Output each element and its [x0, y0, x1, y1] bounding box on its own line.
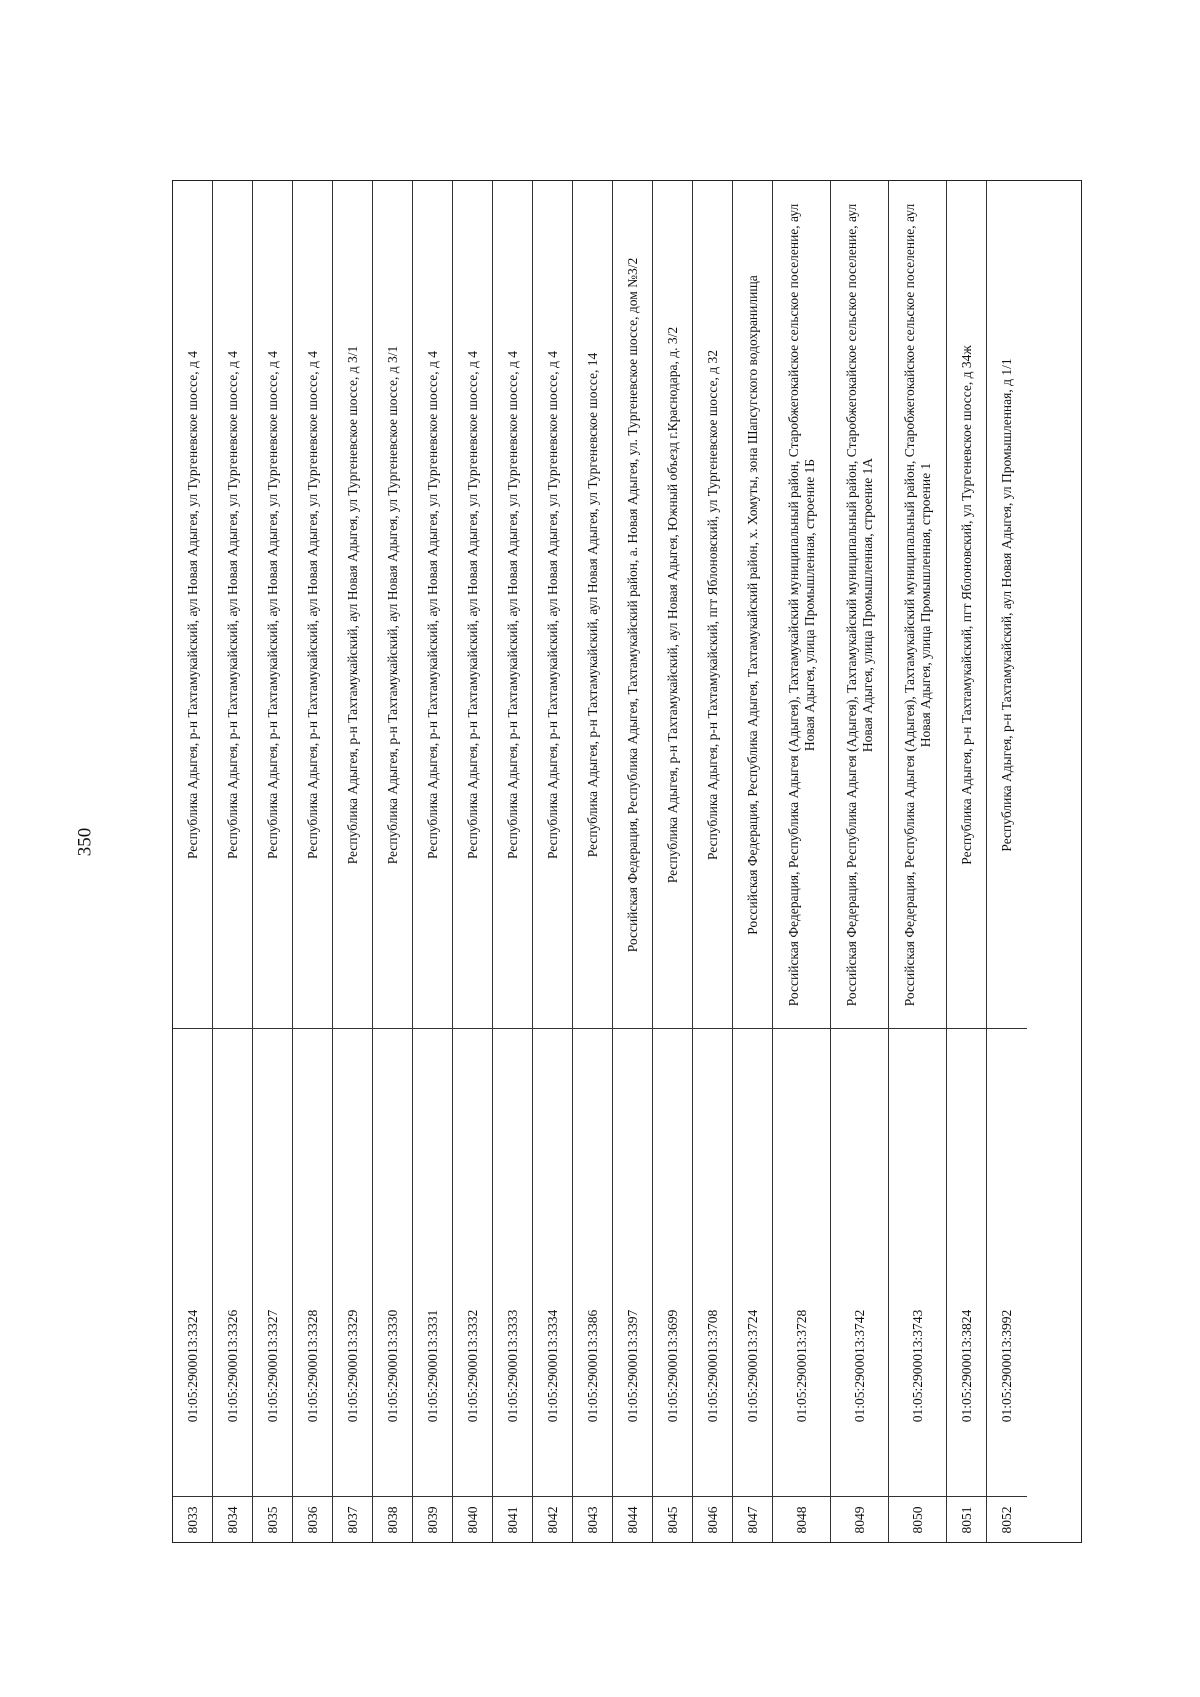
row-number	[889, 1497, 946, 1542]
row-number-text: 8049	[851, 1506, 867, 1533]
row-number-text: 8042	[544, 1506, 560, 1533]
table-row	[173, 181, 213, 1542]
address-cell-text: Российская Федерация, Республика Адыгея, Тахтамукайский район, а. Новая Адыгея, ул. Тургеневское шоссе, дом №3/2	[624, 257, 640, 952]
empty-cell	[333, 1026, 372, 1235]
row-number-text: 8037	[344, 1506, 360, 1533]
cadastral-number-text: 01:05:2900013:3699	[664, 1309, 680, 1422]
table-row	[493, 181, 533, 1542]
cadastral-number-text: 01:05:2900013:3331	[424, 1309, 440, 1422]
cadastral-number	[693, 1235, 732, 1497]
empty-cell	[453, 1026, 492, 1235]
empty-cell	[533, 1026, 572, 1235]
row-number	[987, 1497, 1027, 1542]
address-cell-text: Республика Адыгея, р-н Тахтамукайский, аул Новая Адыгея, ул Тургеневское шоссе, д 3/1	[344, 345, 360, 864]
row-number	[773, 1497, 830, 1542]
empty-cell	[573, 1026, 612, 1235]
cadastral-number-text: 01:05:2900013:3328	[304, 1309, 320, 1422]
row-number	[573, 1497, 612, 1542]
address-cell	[333, 181, 372, 1029]
cadastral-number	[373, 1235, 412, 1497]
cadastral-number-text: 01:05:2900013:3386	[584, 1309, 600, 1422]
address-cell	[253, 181, 292, 1029]
row-number-text: 8052	[999, 1506, 1014, 1533]
cadastral-number	[213, 1235, 252, 1497]
address-cell-text: Российская Федерация, Республика Адыгея, Тахтамукайский район, х. Хомуты, зона Шапсугского водохранилища	[744, 274, 760, 935]
cadastral-number	[889, 1235, 946, 1497]
cadastral-number	[533, 1235, 572, 1497]
row-number	[333, 1497, 372, 1542]
row-number	[253, 1497, 292, 1542]
empty-cell	[293, 1026, 332, 1235]
table-row	[831, 181, 889, 1542]
row-number	[947, 1497, 986, 1542]
address-cell	[293, 181, 332, 1029]
cadastral-number-text: 01:05:2900013:3333	[504, 1309, 520, 1422]
table-row	[373, 181, 413, 1542]
row-number-text: 8048	[793, 1506, 809, 1533]
cadastral-number-text: 01:05:2900013:3327	[264, 1309, 280, 1422]
cadastral-number-text: 01:05:2900013:3743	[909, 1309, 925, 1422]
cadastral-number-text: 01:05:2900013:3824	[958, 1309, 974, 1422]
row-number	[413, 1497, 452, 1542]
cadastral-number	[947, 1235, 986, 1497]
row-number-text: 8046	[704, 1506, 720, 1533]
row-number-text: 8051	[958, 1506, 974, 1533]
address-cell-text: Республика Адыгея, р-н Тахтамукайский, аул Новая Адыгея, ул Тургеневское шоссе, д 4	[304, 350, 320, 859]
address-cell-text: Республика Адыгея, р-н Тахтамукайский, аул Новая Адыгея, ул Тургеневское шоссе, д 4	[544, 350, 560, 859]
cadastral-number	[831, 1235, 888, 1497]
cadastral-number	[253, 1235, 292, 1497]
cadastral-number-text: 01:05:2900013:3708	[704, 1309, 720, 1422]
row-number	[533, 1497, 572, 1542]
address-cell-text: Республика Адыгея, р-н Тахтамукайский, аул Новая Адыгея, ул Тургеневское шоссе, д 4	[464, 350, 480, 859]
row-number	[693, 1497, 732, 1542]
table-row	[613, 181, 653, 1542]
row-number-text: 8044	[624, 1506, 640, 1533]
address-cell	[493, 181, 532, 1029]
row-number-text: 8036	[304, 1506, 320, 1533]
address-cell-text: Республика Адыгея, р-н Тахтамукайский, аул Новая Адыгея, ул Промышленная, д 1/1	[999, 357, 1014, 852]
address-cell	[613, 181, 652, 1029]
table-row	[773, 181, 831, 1542]
empty-cell	[831, 1026, 888, 1235]
row-number	[213, 1497, 252, 1542]
table-row	[253, 181, 293, 1542]
row-number	[293, 1497, 332, 1542]
table-row	[693, 181, 733, 1542]
cadastral-number-text: 01:05:2900013:3742	[851, 1309, 867, 1422]
empty-cell	[947, 1026, 986, 1235]
cadastral-number-text: 01:05:2900013:3332	[464, 1309, 480, 1422]
empty-cell	[613, 1026, 652, 1235]
cadastral-number-text: 01:05:2900013:3728	[793, 1309, 809, 1422]
address-cell	[773, 181, 830, 1029]
row-number	[831, 1497, 888, 1542]
empty-cell	[889, 1026, 946, 1235]
row-number-text: 8040	[464, 1506, 480, 1533]
row-number-text: 8035	[264, 1506, 280, 1533]
address-cell	[213, 181, 252, 1029]
address-cell-text: Республика Адыгея, р-н Тахтамукайский, аул Новая Адыгея, ул Тургеневское шоссе, 14	[584, 352, 600, 857]
address-cell	[733, 181, 772, 1029]
address-cell	[533, 181, 572, 1029]
address-cell-text: Российская Федерация, Республика Адыгея (Адыгея), Тахтамукайский муниципальный район, Старобжегокайское сельское поселение, аул Новая Адыгея, улица Промышленная, строение 1	[901, 203, 933, 1006]
row-number	[453, 1497, 492, 1542]
empty-cell	[373, 1026, 412, 1235]
address-cell-text: Республика Адыгея, р-н Тахтамукайский, аул Новая Адыгея, ул Тургеневское шоссе, д 4	[424, 350, 440, 859]
table-row	[733, 181, 773, 1542]
empty-cell	[653, 1026, 692, 1235]
row-number	[493, 1497, 532, 1542]
address-cell	[373, 181, 412, 1029]
table-row	[947, 181, 987, 1542]
cadastral-number	[413, 1235, 452, 1497]
address-cell	[889, 181, 946, 1029]
table-row	[987, 181, 1027, 1542]
empty-cell	[213, 1026, 252, 1235]
empty-cell	[493, 1026, 532, 1235]
table-row	[213, 181, 253, 1542]
cadastral-number-text: 01:05:2900013:3397	[624, 1309, 640, 1422]
cadastral-number-text: 01:05:2900013:3329	[344, 1309, 360, 1422]
row-number-text: 8045	[664, 1506, 680, 1533]
row-number-text: 8034	[224, 1506, 240, 1533]
cadastral-number	[573, 1235, 612, 1497]
cadastral-number-text: 01:05:2900013:3330	[384, 1309, 400, 1422]
cadastral-number	[293, 1235, 332, 1497]
table-row	[573, 181, 613, 1542]
row-number	[173, 1497, 212, 1542]
registry-table	[172, 180, 1082, 1543]
address-cell-text: Республика Адыгея, р-н Тахтамукайский, аул Новая Адыгея, ул Тургеневское шоссе, д 4	[504, 350, 520, 859]
row-number	[653, 1497, 692, 1542]
address-cell-text: Республика Адыгея, р-н Тахтамукайский, аул Новая Адыгея, Южный объезд г.Краснодара, д. 3/2	[664, 326, 680, 883]
row-number	[373, 1497, 412, 1542]
table-row	[889, 181, 947, 1542]
cadastral-number	[773, 1235, 830, 1497]
cadastral-number	[333, 1235, 372, 1497]
table-row	[453, 181, 493, 1542]
table-row	[653, 181, 693, 1542]
address-cell	[653, 181, 692, 1029]
row-number-text: 8047	[744, 1506, 760, 1533]
empty-cell	[987, 1026, 1027, 1235]
row-number	[613, 1497, 652, 1542]
cadastral-number	[733, 1235, 772, 1497]
cadastral-number-text: 01:05:2900013:3324	[184, 1309, 200, 1422]
address-cell-text: Республика Адыгея, р-н Тахтамукайский, пгт Яблоновский, ул Тургеневское шоссе, д 34ж	[958, 344, 974, 865]
address-cell-text: Республика Адыгея, р-н Тахтамукайский, аул Новая Адыгея, ул Тургеневское шоссе, д 4	[224, 350, 240, 859]
address-cell-text: Республика Адыгея, р-н Тахтамукайский, аул Новая Адыгея, ул Тургеневское шоссе, д 3/1	[384, 345, 400, 864]
address-cell	[831, 181, 888, 1029]
row-number	[733, 1497, 772, 1542]
cadastral-number-text: 01:05:2900013:3992	[999, 1309, 1014, 1422]
row-number-text: 8038	[384, 1506, 400, 1533]
row-number-text: 8050	[909, 1506, 925, 1533]
empty-cell	[693, 1026, 732, 1235]
table-row	[533, 181, 573, 1542]
address-cell	[413, 181, 452, 1029]
address-cell-text: Республика Адыгея, р-н Тахтамукайский, пгт Яблоновский, ул Тургеневское шоссе, д 32	[704, 349, 720, 860]
row-number-text: 8039	[424, 1506, 440, 1533]
row-number-text: 8041	[504, 1506, 520, 1533]
empty-cell	[773, 1026, 830, 1235]
cadastral-number	[453, 1235, 492, 1497]
empty-cell	[413, 1026, 452, 1235]
cadastral-number-text: 01:05:2900013:3326	[224, 1309, 240, 1422]
cadastral-number	[493, 1235, 532, 1497]
address-cell-text: Республика Адыгея, р-н Тахтамукайский, аул Новая Адыгея, ул Тургеневское шоссе, д 4	[264, 350, 280, 859]
address-cell	[947, 181, 986, 1029]
cadastral-number	[173, 1235, 212, 1497]
row-number-text: 8043	[584, 1506, 600, 1533]
empty-cell	[733, 1026, 772, 1235]
empty-cell	[173, 1026, 212, 1235]
address-cell-text: Российская Федерация, Республика Адыгея (Адыгея), Тахтамукайский муниципальный район, Старобжегокайское сельское поселение, аул Новая Адыгея, улица Промышленная, строение 1Б	[785, 203, 817, 1006]
address-cell	[987, 181, 1027, 1029]
cadastral-number	[613, 1235, 652, 1497]
cadastral-number	[987, 1235, 1027, 1497]
address-cell	[573, 181, 612, 1029]
address-cell	[693, 181, 732, 1029]
address-cell-text: Республика Адыгея, р-н Тахтамукайский, аул Новая Адыгея, ул Тургеневское шоссе, д 4	[184, 350, 200, 859]
table-row	[413, 181, 453, 1542]
table-row	[293, 181, 333, 1542]
address-cell	[453, 181, 492, 1029]
empty-cell	[253, 1026, 292, 1235]
cadastral-number	[653, 1235, 692, 1497]
table-row	[333, 181, 373, 1542]
page-number: 350	[74, 827, 95, 857]
address-cell-text: Российская Федерация, Республика Адыгея (Адыгея), Тахтамукайский муниципальный район, Старобжегокайское сельское поселение, аул Новая Адыгея, улица Промышленная, строение 1А	[843, 203, 875, 1006]
cadastral-number-text: 01:05:2900013:3724	[744, 1309, 760, 1422]
address-cell	[173, 181, 212, 1029]
cadastral-number-text: 01:05:2900013:3334	[544, 1309, 560, 1422]
row-number-text: 8033	[184, 1506, 200, 1533]
